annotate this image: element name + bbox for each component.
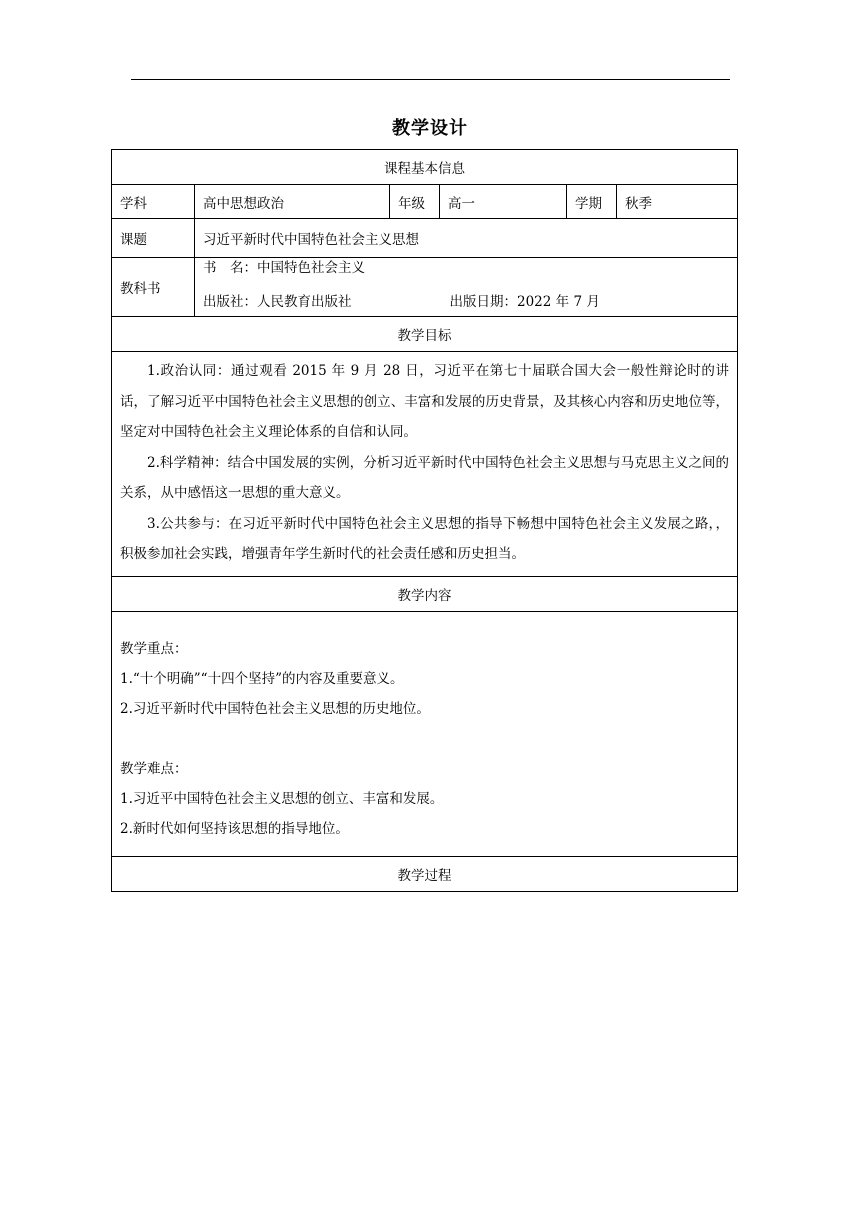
subject-label: 学科 <box>112 185 195 219</box>
content-row <box>112 611 738 856</box>
grade-value: 高一 <box>440 185 567 219</box>
publisher-line <box>203 292 729 316</box>
content-body <box>112 611 738 856</box>
key-points-label: 教学重点： <box>120 640 188 657</box>
difficulty-item: 2.新时代如何坚持该思想的指导地位。 <box>120 820 349 837</box>
textbook-label: 教科书 <box>112 258 195 317</box>
document-title: 教学设计 <box>392 118 468 139</box>
process-heading: 教学过程 <box>112 856 738 891</box>
difficulties-label: 教学难点： <box>120 760 188 777</box>
content-heading: 教学内容 <box>112 576 738 611</box>
goals-body <box>112 352 738 577</box>
basic-info-heading: 课程基本信息 <box>112 150 738 185</box>
subject-row <box>112 185 738 219</box>
publish-date: 出版日期：2022 年 7 月 <box>449 294 600 310</box>
goal-item: 2.科学精神：结合中国发展的实例，分析习近平新时代中国特色社会主义思想与马克思主义之间的关系，从中感悟这一思想的重大意义。 <box>120 454 730 501</box>
term-value: 秋季 <box>617 185 738 219</box>
goal-item: 3.公共参与：在习近平新时代中国特色社会主义思想的指导下畅想中国特色社会主义发展之路，，积极参加社会实践，增强青年学生新时代的社会责任感和历史担当。 <box>120 515 730 562</box>
header-rule <box>131 79 730 80</box>
goals-heading-row <box>112 317 738 352</box>
lesson-plan-table <box>111 149 738 892</box>
textbook-details <box>195 258 738 317</box>
topic-label: 课题 <box>112 219 195 258</box>
textbook-row <box>112 258 738 317</box>
goals-heading: 教学目标 <box>112 317 738 352</box>
topic-value: 习近平新时代中国特色社会主义思想 <box>195 219 738 258</box>
goals-row <box>112 352 738 577</box>
goal-item: 1.政治认同：通过观看 2015 年 9 月 28 日，习近平在第七十届联合国大会一般性辩论时的讲话，了解习近平中国特色社会主义思想的创立、丰富和发展的历史背景，及其核心内容和历史地位等，坚定对中国特色社会主义理论体系的自信和认同。 <box>120 363 730 440</box>
topic-row <box>112 219 738 258</box>
content-heading-row <box>112 576 738 611</box>
publisher: 出版社：人民教育出版社 <box>203 294 352 310</box>
process-heading-row <box>112 856 738 891</box>
difficulty-item: 1.习近平中国特色社会主义思想的创立、丰富和发展。 <box>120 790 444 807</box>
book-name: 书 名：中国特色社会主义 <box>203 260 365 276</box>
key-point-item: 2.习近平新时代中国特色社会主义思想的历史地位。 <box>120 700 430 717</box>
subject-value: 高中思想政治 <box>195 185 390 219</box>
key-point-item: 1.“十个明确”“十四个坚持”的内容及重要意义。 <box>120 670 404 687</box>
term-label: 学期 <box>567 185 617 219</box>
grade-label: 年级 <box>390 185 440 219</box>
basic-info-heading-row <box>112 150 738 185</box>
